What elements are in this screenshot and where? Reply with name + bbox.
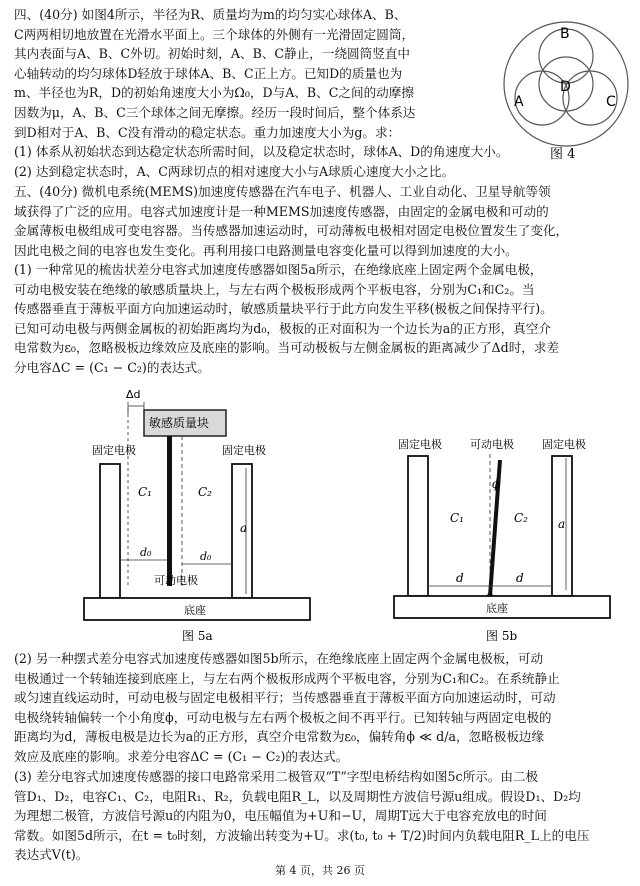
d0-left-label: d₀ <box>140 546 152 559</box>
fixed-electrode-left-label: 固定电极 <box>92 444 136 457</box>
problem5-line: 金属薄板电极组成可变电容器。当传感器加速运动时，可动薄板电极相对固定电极位置发生了变化， <box>14 223 569 239</box>
problem5-part2 <box>14 649 626 767</box>
page-footer: 第 4 页，共 26 页 <box>275 864 365 877</box>
d-right-label: d <box>516 571 524 585</box>
d0-right-label: d₀ <box>200 550 212 563</box>
label-a: A <box>514 94 524 110</box>
problem4-line: 四、(40分) 如图4所示，半径为R、质量均为m的均匀实心球体A、B、 <box>14 7 407 22</box>
fixed-electrode-right-label: 固定电极 <box>222 444 266 457</box>
base-label: 底座 <box>184 604 206 617</box>
problem5-1-line: (1) 一种常见的梳齿状差分电容式加速度传感器如图5a所示，在绝缘底座上固定两个金属电极， <box>14 262 543 277</box>
problem5-2-line: 效应及底座的影响。求差分电容ΔC = (C₁ − C₂)的表达式。 <box>14 748 349 764</box>
problem4-text <box>14 5 492 142</box>
question-4-2: (2) 达到稳定状态时，A、C两球切点的相对速度大小与A球质心速度大小之比。 <box>14 163 455 179</box>
c2-label: C₂ <box>198 485 212 499</box>
a-label: a <box>240 521 248 535</box>
d-left-label: d <box>456 571 464 585</box>
problem5-line: 因此电极之间的电容也发生变化。再利用接口电路测量电容变化量可以得到加速度的大小。 <box>14 242 518 258</box>
label-b: B <box>560 26 570 42</box>
problem5-line: 域获得了广泛的应用。电容式加速度计是一种MEMS加速度传感器，由固定的金属电极和可动的 <box>14 203 549 219</box>
figure-5a <box>70 386 320 646</box>
problem5-intro <box>14 182 626 260</box>
problem5-1-line: 传感器垂直于薄板平面方向加速运动时，敏感质量块平行于此方向发生平移(极板之间保持平行)。 <box>14 301 553 317</box>
base-label: 底座 <box>486 602 508 615</box>
figure-5b <box>390 436 620 648</box>
phi-label: ϕ <box>492 477 501 491</box>
problem5-2-line: (2) 另一种摆式差分电容式加速度传感器如图5b所示，在绝缘底座上固定两个金属电极板，可动 <box>14 651 544 666</box>
problem5-3-line: 管D₁、D₂，电容C₁、C₂，电阻R₁、R₂，负载电阻R_L，以及周期性方波信号源u组成。假设D₁、D₂均 <box>14 788 581 804</box>
problem5-line: 五、(40分) 微机电系统(MEMS)加速度传感器在汽车电子、机器人、工业自动化、卫星导航等领 <box>14 184 551 199</box>
problem5-part3 <box>14 767 626 865</box>
proof-mass-label: 敏感质量块 <box>149 416 210 430</box>
problem5-3-line: (3) 差分电容式加速度传感器的接口电路常采用二极管双“T”字型电桥结构如图5c所示。由二极 <box>14 769 539 784</box>
problem5-3-line: 常数。如图5d所示，在t = t₀时刻，方波输出转变为+U。求(t₀, t₀ + T/2)时间内负载电阻R_L上的电压 <box>14 827 590 843</box>
problem4-line: 其内表面与A、B、C外切。初始时刻，A、B、C静止，一绕圆筒竖直中 <box>14 46 411 62</box>
fixed-electrode-right-label: 固定电极 <box>542 438 586 451</box>
problem5-1-line: 可动电极安装在绝缘的敏感质量块上，与左右两个极板形成两个平板电容，分别为C₁和C₂。当 <box>14 281 535 297</box>
problem5-2-line: 电极绕转轴偏转一个小角度ϕ，可动电极与左右两个极板之间不再平行。已知转轴与两固定电极的 <box>14 709 552 725</box>
problem5-part1 <box>14 260 626 378</box>
c1-label: C₁ <box>138 485 152 499</box>
problem5-3-line: 为理想二极管，方波信号源u的内阻为0，电压幅值为+U和−U，周期T远大于电容充放电的时间 <box>14 808 547 824</box>
problem5-1-line: 电常数为ε₀，忽略极板边缘效应及底座的影响。当可动极板与左侧金属板的距离减少了Δd时，求差 <box>14 340 560 356</box>
problem4-line: 因数为μ，A、B、C三个球体之间无摩擦。经历一段时间后，整个体系达 <box>14 104 416 120</box>
problem4-line: 心轴转动的均匀球体D轻放于球体A、B、C正上方。已知D的质量也为 <box>14 65 403 81</box>
problem5-1-line: 分电容ΔC = (C₁ − C₂)的表达式。 <box>14 359 210 375</box>
label-d: D <box>560 79 571 95</box>
question-4-1: (1) 体系从初始状态到达稳定状态所需时间，以及稳定状态时，球体A、D的角速度大小。 <box>14 144 509 159</box>
figure-5b-caption: 图 5b <box>486 629 518 643</box>
delta-d-label: Δd <box>126 388 141 401</box>
c2-label: C₂ <box>514 511 528 525</box>
problem5-3-line: 表达式V(t)。 <box>14 847 89 863</box>
problem4-line: C两两相切地放置在光滑水平面上。三个球体的外侧有一光滑固定圆筒， <box>14 26 415 42</box>
movable-electrode-label: 可动电极 <box>154 574 198 587</box>
movable-electrode-label: 可动电极 <box>470 438 514 451</box>
figure-5a-caption: 图 5a <box>182 629 213 643</box>
fixed-electrode-left-label: 固定电极 <box>398 438 442 451</box>
figure-4 <box>498 4 634 164</box>
problem5-1-line: 已知可动电极与两侧金属板的初始距离均为d₀，极板的正对面积为一个边长为a的正方形，真空介 <box>14 320 551 336</box>
a-label: a <box>558 517 566 531</box>
fixed-electrode-left <box>100 464 120 598</box>
problem5-2-line: 电极通过一个转轴连接到底座上，与左右两个极板形成两个平板电容，分别为C₁和C₂。在系统静止 <box>14 670 560 686</box>
label-c: C <box>606 94 616 110</box>
problem5-2-line: 距离均为d，薄板电极是边长为a的正方形，真空介电常数为ε₀，偏转角ϕ ≪ d/a，忽略极板边缘 <box>14 729 545 745</box>
movable-electrode <box>167 436 172 586</box>
problem4-line: m、半径也为R，D的初始角速度大小为Ω₀，D与A、B、C之间的动摩擦 <box>14 85 414 101</box>
problem4-line: 到D相对于A、B、C没有滑动的稳定状态。重力加速度大小为g。求： <box>14 124 401 140</box>
problem5-2-line: 或匀速直线运动时，可动电极与固定电极相平行；当传感器垂直于薄板平面方向加速运动时，可动 <box>14 690 556 706</box>
c1-label: C₁ <box>450 511 464 525</box>
fixed-electrode-left <box>408 456 428 596</box>
figure-4-caption: 图 4 <box>550 147 576 162</box>
